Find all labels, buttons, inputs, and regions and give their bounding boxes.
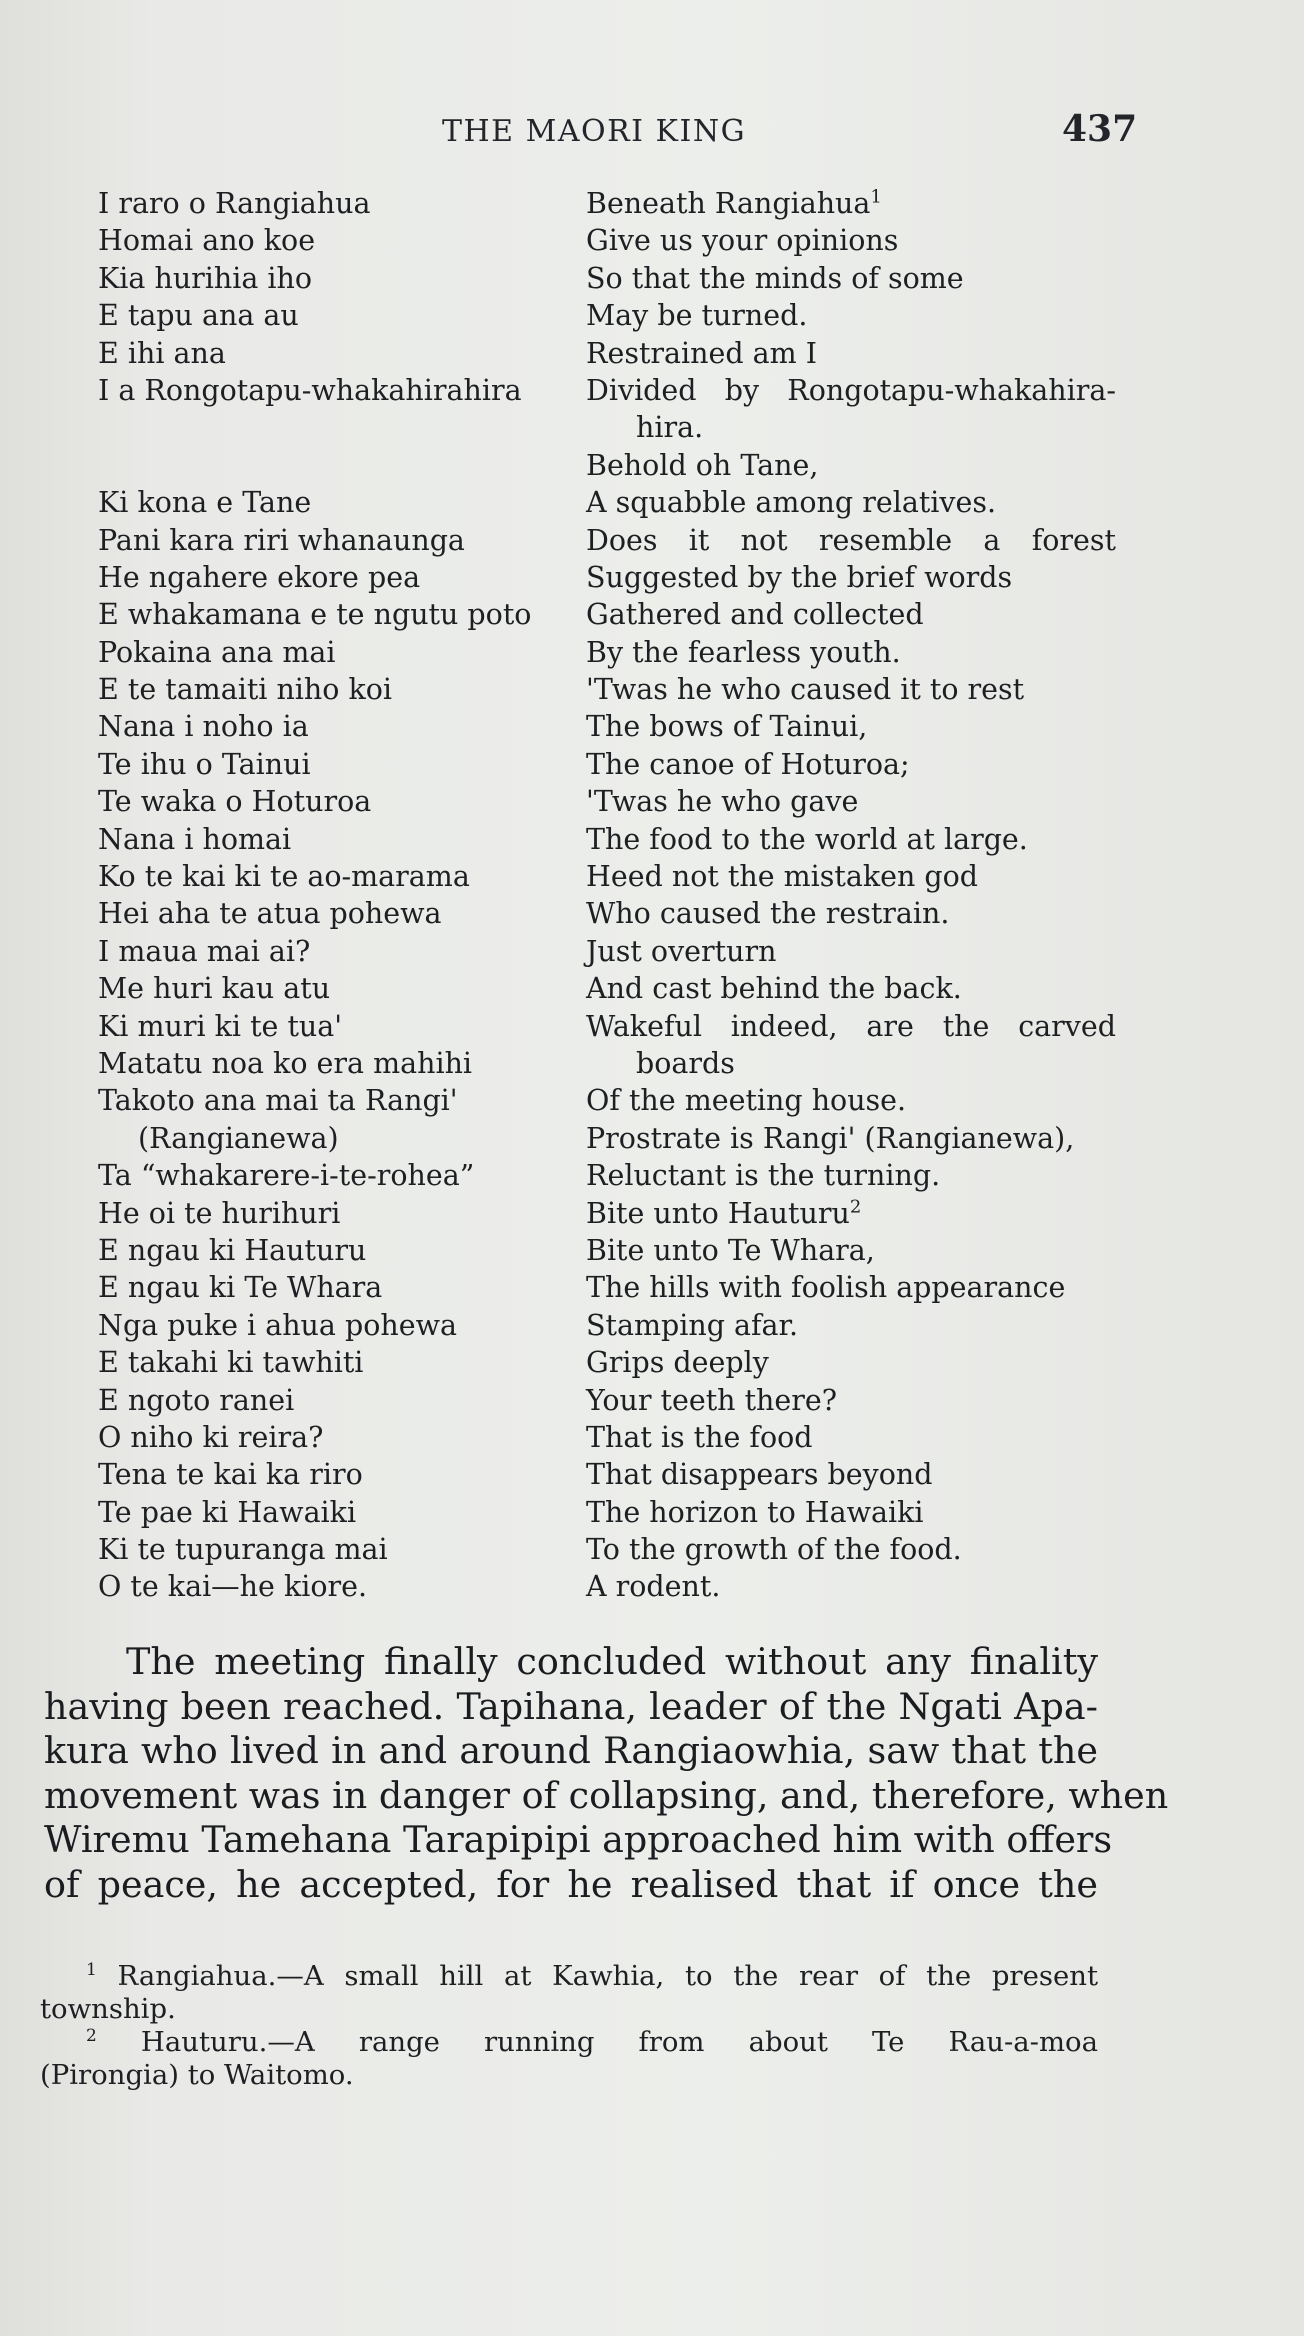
maori-line: E tapu ana au	[98, 299, 299, 333]
footnote-text: Hauturu.—A range running from about Te Rau-a-moa	[140, 2026, 1098, 2058]
english-line: Suggested by the brief words	[586, 560, 1013, 594]
maori-line: E ngau ki Hauturu	[98, 1233, 367, 1267]
maori-line: Pokaina ana mai	[98, 635, 336, 669]
maori-line: E te tamaiti niho koi	[98, 673, 393, 707]
footnote-number: 1	[86, 1959, 97, 1980]
english-line: boards	[636, 1046, 735, 1080]
paragraph-line: movement was in danger of collapsing, and, therefore, when	[44, 1773, 1169, 1817]
english-line-text: Bite unto Hauturu	[586, 1196, 850, 1230]
maori-line: O te kai—he kiore.	[98, 1570, 368, 1604]
english-line: Who caused the restrain.	[586, 897, 950, 931]
english-line: Give us your opinions	[586, 224, 899, 258]
english-line: And cast behind the back.	[586, 972, 962, 1006]
english-line: Reluctant is the turning.	[586, 1159, 941, 1193]
maori-line: Te ihu o Tainui	[98, 747, 311, 781]
maori-line: Ki kona e Tane	[98, 486, 312, 520]
stanza-gap	[98, 409, 568, 446]
english-line: That is the food	[586, 1420, 813, 1454]
english-line: Divided by Rongotapu-whakahira-	[586, 373, 1116, 407]
maori-line: Nana i homai	[98, 822, 292, 856]
poem-maori-column	[98, 185, 568, 1606]
maori-line: Te pae ki Hawaiki	[98, 1495, 357, 1529]
maori-line: Me huri kau atu	[98, 972, 331, 1006]
maori-line: E whakamana e te ngutu poto	[98, 598, 532, 632]
maori-line: Pani kara riri whanaunga	[98, 523, 465, 557]
english-line: Just overturn	[586, 934, 777, 968]
maori-line: E ihi ana	[98, 336, 226, 370]
footnotes	[40, 1960, 1098, 2092]
paragraph-line: The meeting finally concluded without any finality	[126, 1640, 1098, 1683]
footnote-text: Rangiahua.—A small hill at Kawhia, to the rear of the present	[117, 1960, 1098, 1992]
maori-line: I raro o Rangiahua	[98, 187, 371, 220]
maori-line: Takoto ana mai ta Rangi'	[98, 1084, 458, 1118]
paragraph-line: having been reached. Tapihana, leader of the Ngati Apa-	[44, 1684, 1098, 1728]
english-line: So that the minds of some	[586, 261, 964, 295]
english-line: May be turned.	[586, 299, 808, 333]
footnote-2	[40, 2026, 1098, 2059]
english-line: Does it not resemble a forest	[586, 523, 1116, 557]
english-line: Bite unto Te Whara,	[586, 1233, 875, 1267]
maori-line: Hei aha te atua pohewa	[98, 897, 442, 931]
maori-line: E ngau ki Te Whara	[98, 1271, 383, 1305]
paragraph-line: Wiremu Tamehana Tarapipipi approached him with offers	[44, 1818, 1113, 1862]
maori-line: Ki muri ki te tua'	[98, 1009, 343, 1043]
english-line	[586, 185, 1116, 222]
maori-line: O niho ki reira?	[98, 1420, 324, 1454]
english-line: hira.	[636, 411, 704, 445]
running-title: THE MAORI KING	[442, 114, 747, 149]
poem-english-column	[586, 185, 1116, 1606]
paragraph-line: of peace, he accepted, for he realised that if once the	[44, 1862, 1098, 1906]
maori-line: Homai ano koe	[98, 224, 316, 258]
maori-line: Tena te kai ka riro	[98, 1458, 363, 1492]
footnote-marker: 1	[870, 186, 882, 208]
english-line: Behold oh Tane,	[586, 448, 819, 482]
english-line: Prostrate is Rangi' (Rangianewa),	[586, 1121, 1075, 1155]
footnote-marker: 2	[849, 1196, 862, 1218]
maori-line: Ta “whakarere-i-te-rohea”	[98, 1159, 475, 1193]
stanza-gap	[98, 447, 568, 484]
maori-line: Kia hurihia iho	[98, 261, 313, 295]
footnote-2-continuation: (Pirongia) to Waitomo.	[40, 2059, 354, 2091]
paragraph-line: kura who lived in and around Rangiaowhia, saw that the	[44, 1729, 1098, 1773]
maori-line: Nga puke i ahua pohewa	[98, 1308, 457, 1342]
english-line: To the growth of the food.	[586, 1533, 962, 1567]
maori-line: He oi te hurihuri	[98, 1196, 341, 1230]
english-line: A squabble among relatives.	[586, 486, 997, 520]
footnote-number: 2	[86, 2025, 97, 2046]
english-line: Stamping afar.	[586, 1308, 799, 1342]
english-line: The horizon to Hawaiki	[586, 1495, 924, 1529]
maori-line: E ngoto ranei	[98, 1383, 295, 1417]
english-line: Restrained am I	[586, 336, 817, 370]
maori-line: Te waka o Hoturoa	[98, 785, 372, 819]
english-line: The food to the world at large.	[586, 822, 1028, 856]
body-paragraph	[44, 1640, 1169, 1908]
english-line: 'Twas he who caused it to rest	[586, 673, 1025, 707]
english-line: That disappears beyond	[586, 1458, 933, 1492]
english-line	[586, 1195, 1116, 1232]
maori-line: Ki te tupuranga mai	[98, 1533, 388, 1567]
english-line-text: Beneath Rangiahua	[586, 187, 871, 220]
english-line: Your teeth there?	[586, 1383, 838, 1417]
page-number: 437	[1062, 108, 1138, 150]
maori-line: Matatu noa ko era mahihi	[98, 1046, 473, 1080]
maori-line: I a Rongotapu-whakahirahira	[98, 373, 522, 407]
footnote-1-continuation: township.	[40, 1993, 176, 2025]
english-line: 'Twas he who gave	[586, 785, 859, 819]
english-line: Heed not the mistaken god	[586, 860, 979, 894]
english-line: A rodent.	[586, 1570, 721, 1604]
english-line: Wakeful indeed, are the carved	[586, 1009, 1116, 1043]
english-line: The canoe of Hoturoa;	[586, 747, 910, 781]
english-line: The bows of Tainui,	[586, 710, 868, 744]
maori-line: E takahi ki tawhiti	[98, 1346, 364, 1380]
english-line: Gathered and collected	[586, 598, 924, 632]
english-line: The hills with foolish appearance	[586, 1271, 1066, 1305]
page-header	[0, 108, 1304, 152]
maori-line: I maua mai ai?	[98, 934, 311, 968]
footnote-1	[40, 1960, 1098, 1993]
english-line: By the fearless youth.	[586, 635, 901, 669]
maori-line: Ko te kai ki te ao-marama	[98, 860, 470, 894]
english-line: Grips deeply	[586, 1346, 769, 1380]
maori-line: (Rangianewa)	[138, 1121, 339, 1155]
maori-line: Nana i noho ia	[98, 710, 309, 744]
english-line: Of the meeting house.	[586, 1084, 907, 1118]
maori-line: He ngahere ekore pea	[98, 560, 421, 594]
